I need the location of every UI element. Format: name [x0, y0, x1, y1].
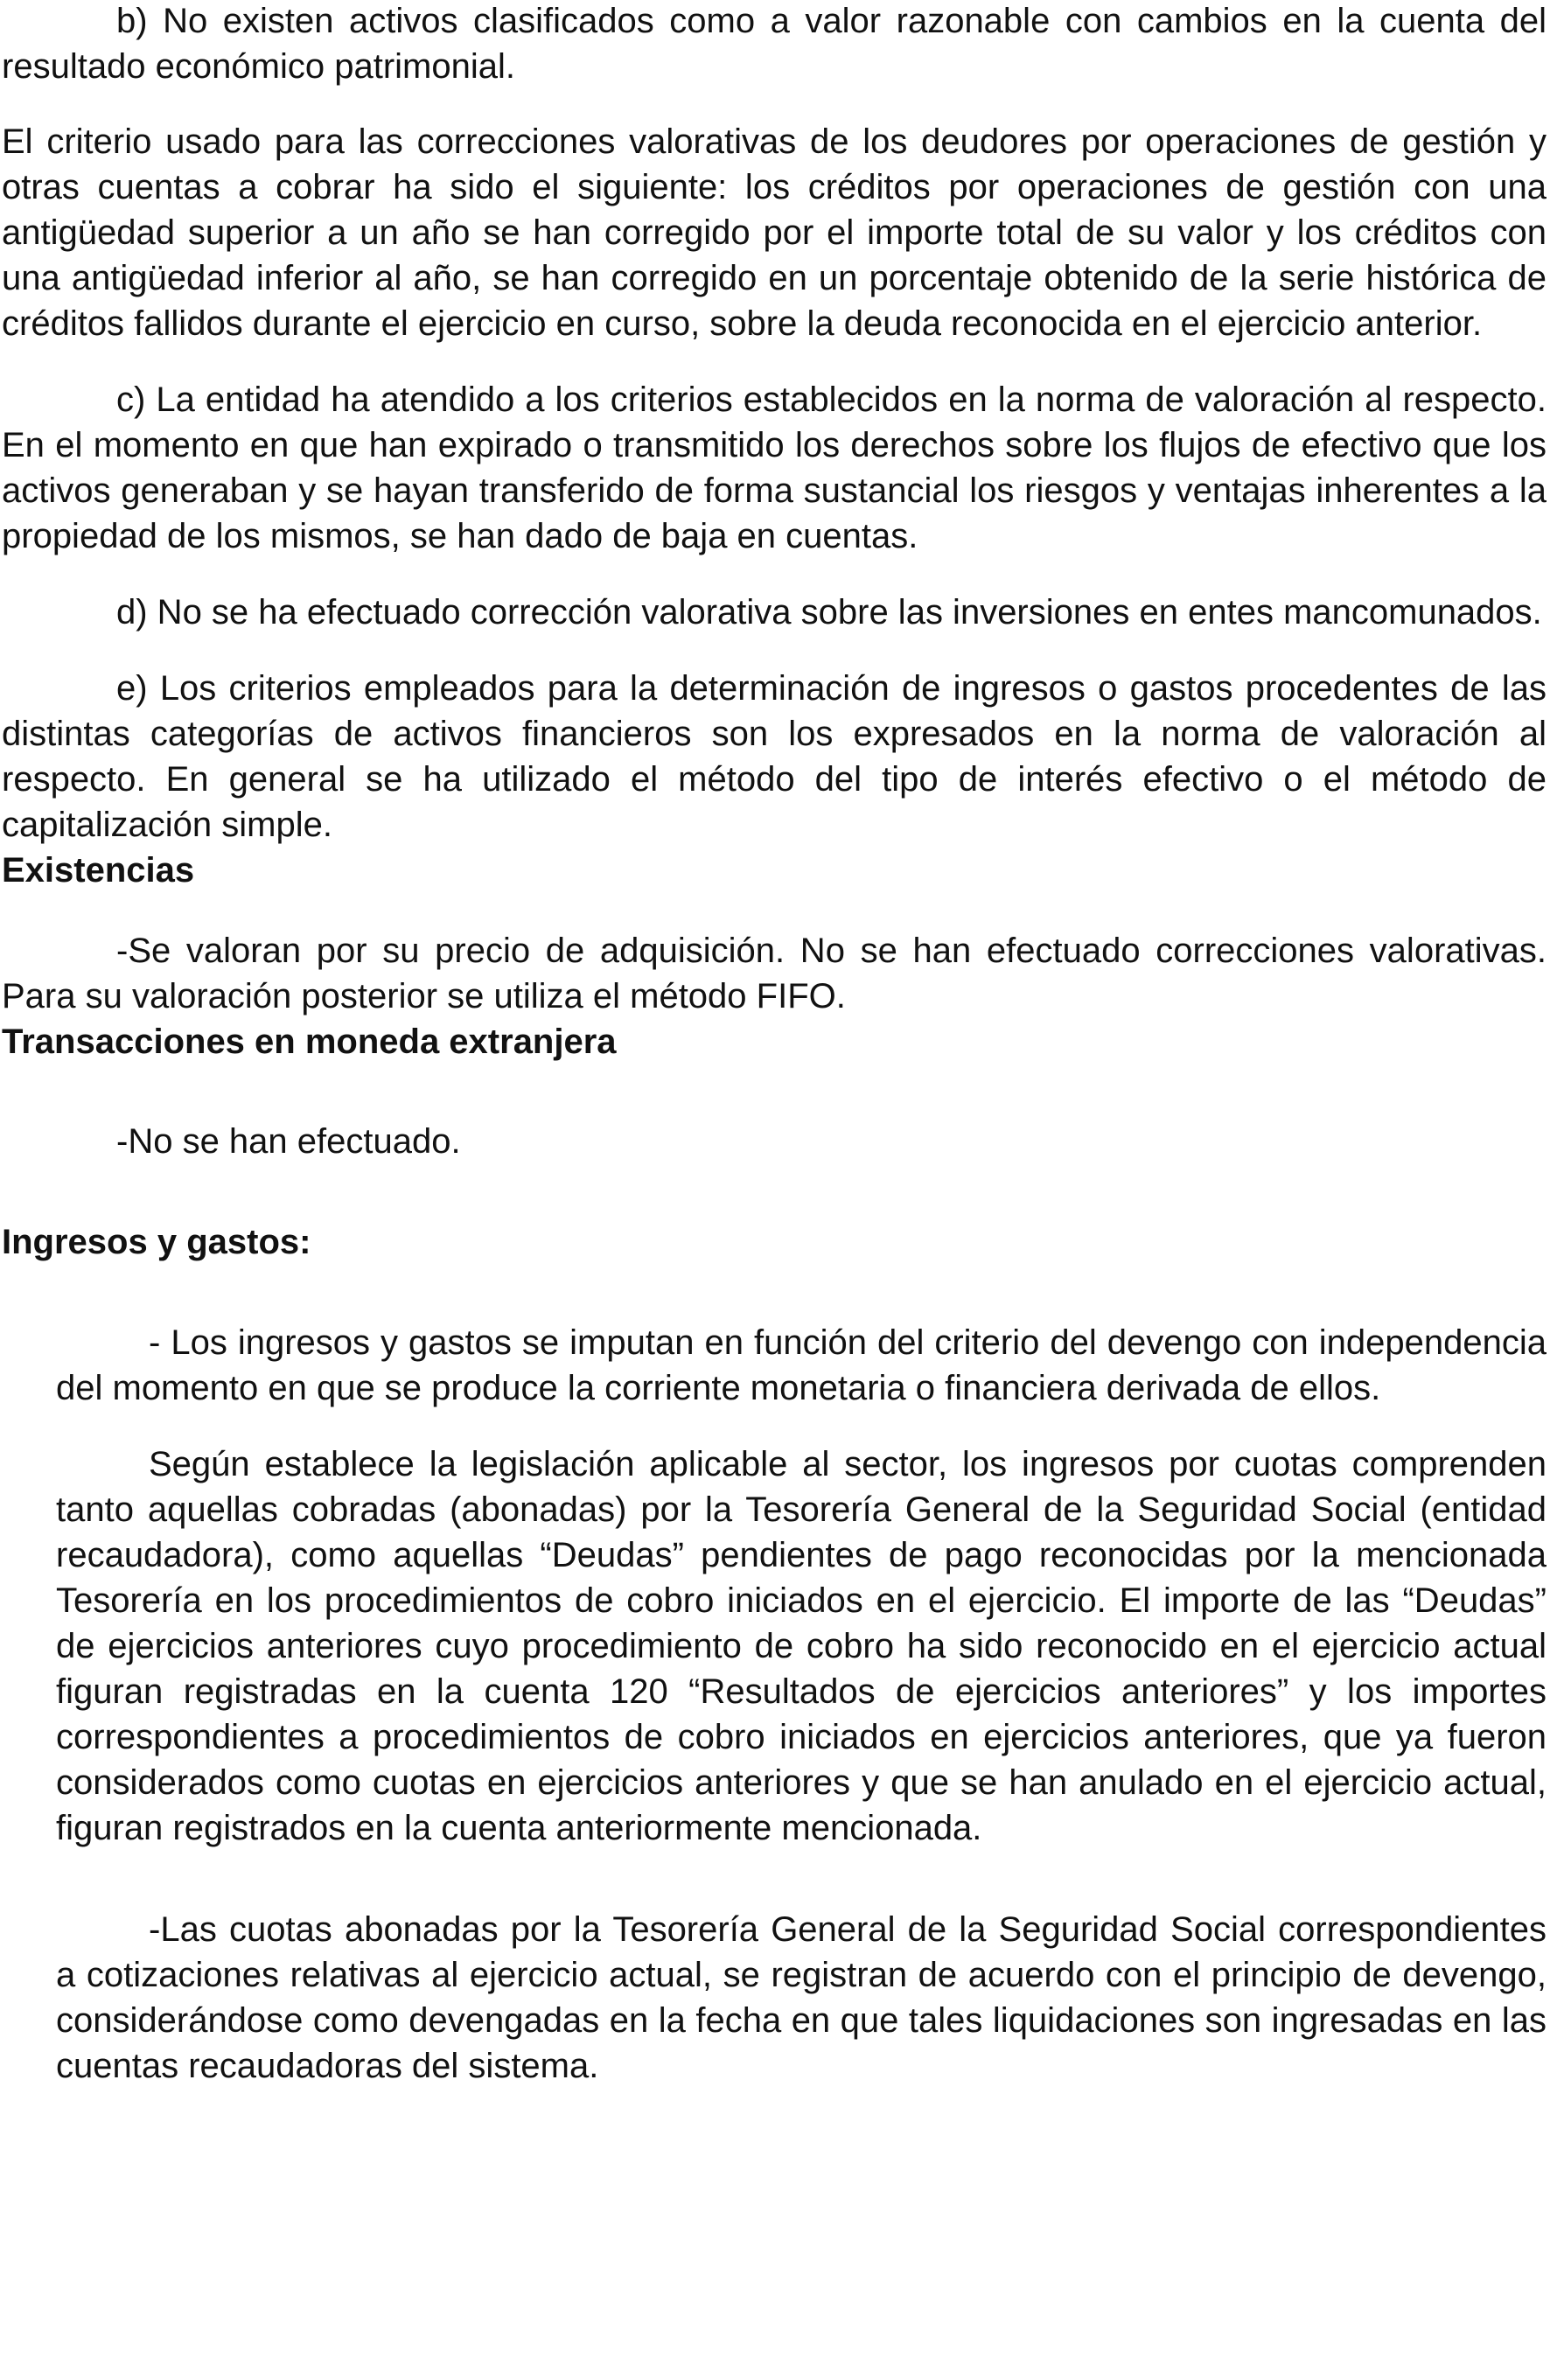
paragraph-b: b) No existen activos clasificados como a valor razonable con cambios en la cuenta del resultado económico patrimonial. [2, 2, 1547, 86]
paragraph-cuotas-abonadas: -Las cuotas abonadas por la Tesorería General de la Seguridad Social correspondientes a cotizaciones relativas al ejercicio actual, se registran de acuerdo con el principio de devengo, considerándose como devengadas en la fecha en que tales liquidaciones son ingresadas en las cuentas recaudadoras del sistema. [56, 1910, 1547, 2085]
heading-moneda-extranjera: Transacciones en moneda extranjera [2, 1022, 617, 1061]
heading-ingresos-gastos: Ingresos y gastos: [2, 1223, 311, 1261]
heading-existencias: Existencias [2, 851, 195, 890]
paragraph-d: d) No se ha efectuado corrección valorativa sobre las inversiones en entes mancomunados. [116, 593, 1542, 632]
paragraph-ingresos-devengo: - Los ingresos y gastos se imputan en función del criterio del devengo con independencia del momento en que se produce la corriente monetaria o financiera derivada de ellos. [56, 1323, 1547, 1407]
paragraph-e: e) Los criterios empleados para la determinación de ingresos o gastos procedentes de las distintas categorías de activos financieros son los expresados en la norma de valoración al respecto. En general se ha utilizado el método del tipo de interés efectivo o el método de capitalización simple. [2, 669, 1547, 844]
paragraph-criterio-correcciones: El criterio usado para las correcciones valorativas de los deudores por operaciones de gestión y otras cuentas a cobrar ha sido el siguiente: los créditos por operaciones de gestión con una antigüedad superior a un año se han corregido por el importe total de su valor y los créditos con una antigüedad inferior al año, se han corregido en un porcentaje obtenido de la serie histórica de créditos fallidos durante el ejercicio en curso, sobre la deuda reconocida en el ejercicio anterior. [2, 122, 1547, 343]
paragraph-c: c) La entidad ha atendido a los criterios establecidos en la norma de valoración al respecto. En el momento en que han expirado o transmitido los derechos sobre los flujos de efectivo que los activos generaban y se hayan transferido de forma sustancial los riesgos y ventajas inherentes a la propiedad de los mismos, se han dado de baja en cuentas. [2, 380, 1547, 555]
paragraph-moneda-extranjera: -No se han efectuado. [116, 1122, 461, 1161]
ingresos-gastos-block [56, 1320, 1547, 2089]
paragraph-existencias: -Se valoran por su precio de adquisición. No se han efectuado correcciones valorativas. Para su valoración posterior se utiliza el método FIFO. [2, 932, 1547, 1016]
paragraph-ingresos-cuotas: Según establece la legislación aplicable al sector, los ingresos por cuotas comprenden tanto aquellas cobradas (abonadas) por la Tesorería General de la Seguridad Social (entidad recaudadora), como aquellas “Deudas” pendientes de pago reconocidas por la mencionada Tesorería en los procedimientos de cobro iniciados en el ejercicio. El importe de las “Deudas” de ejercicios anteriores cuyo procedimiento de cobro ha sido reconocido en el ejercicio actual figuran registradas en la cuenta 120 “Resultados de ejercicios anteriores” y los importes correspondientes a procedimientos de cobro iniciados en ejercicios anteriores, que ya fueron considerados como cuotas en ejercicios anteriores y que se han anulado en el ejercicio actual, figuran registrados en la cuenta anteriormente mencionada. [56, 1445, 1547, 1847]
